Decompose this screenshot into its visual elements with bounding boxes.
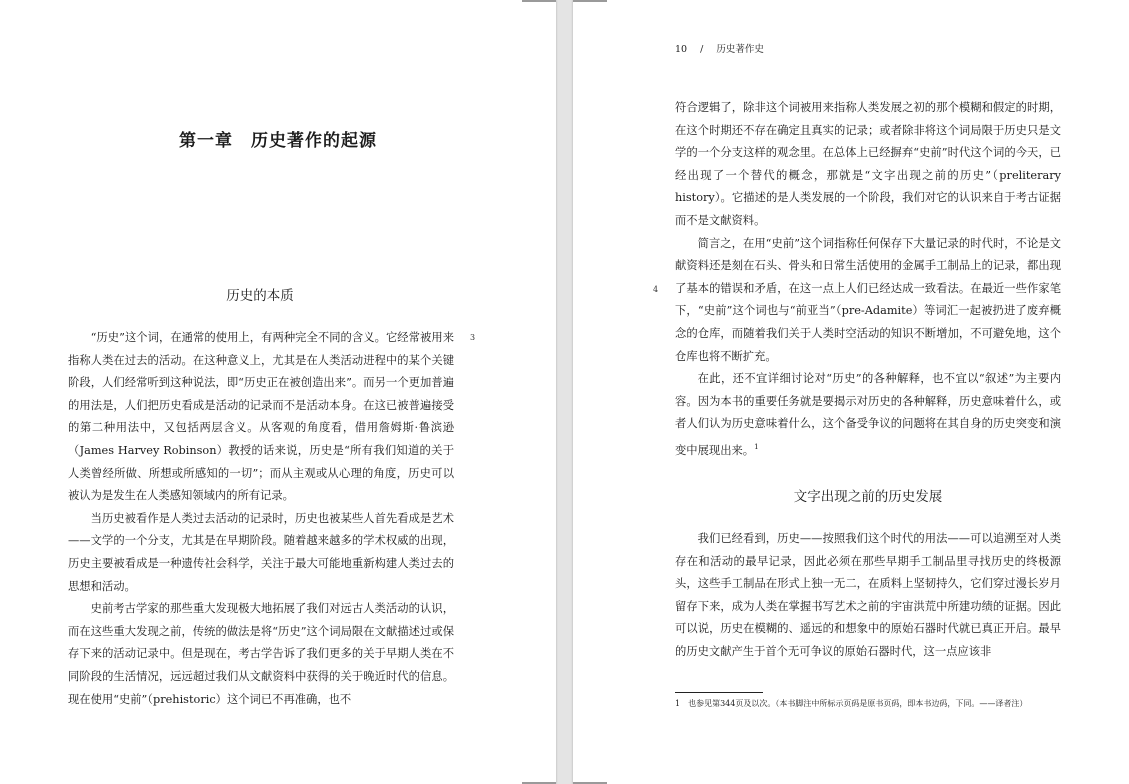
section-title: 文字出现之前的历史发展 bbox=[793, 489, 943, 505]
section-title: 历史的本质 bbox=[226, 288, 294, 304]
body-text bbox=[68, 327, 454, 711]
running-head bbox=[675, 41, 774, 55]
chapter-title: 第一章 历史著作的起源 bbox=[179, 131, 377, 151]
paragraph: 史前考古学家的那些重大发现极大地拓展了我们对远古人类活动的认识，而在这些重大发现之前，传统的做法是将“历史”这个词局限在文献描述过或保存下来的活动记录中。但是现在，考古学告诉了我们更多的关于早期人类在不同阶段的生活情况，远远超过我们从文献资料中获得的关于晚近时代的信息。现在使用“史前”（prehistoric）这个词已不再准确，也不 bbox=[68, 602, 454, 706]
paragraph-text: 在此，还不宜详细讨论对“历史”的各种解释，也不宜以“叙述”为主要内容。因为本书的重要任务就是要揭示对历史的各种解释，历史意味着什么，或者人们认为历史意味着什么，这个备受争议的问题将在其自身的历史突变和演变中展现出来。 bbox=[675, 372, 1061, 457]
paragraph: “历史”这个词，在通常的使用上，有两种完全不同的含义。它经常被用来指称人类在过去的活动。在这种意义上，尤其是在人类活动进程中的某个关键阶段，人们经常听到这种说法，即“历史正在被创造出来”。而另一个更加普遍的用法是，人们把历史看成是活动的记录而不是活动本身。在这已被普遍接受的第二种用法中，又包括两层含义。从客观的角度看，借用詹姆斯·鲁滨逊（James Harvey Robinson）教授的话来说，历史是“所有我们知道的关于人类曾经所做、所想或所感知的一切”；而从主观或从心理的角度，历史可以被认为是发生在人类感知领域内的所有记录。 bbox=[68, 331, 454, 503]
page-corner-mark bbox=[573, 0, 607, 2]
left-page bbox=[0, 0, 556, 784]
running-head-separator: / bbox=[700, 44, 704, 55]
body-text bbox=[675, 528, 1061, 664]
paragraph bbox=[675, 368, 1061, 462]
paragraph: 我们已经看到，历史——按照我们这个时代的用法——可以追溯至对人类存在和活动的最早记录，因此必须在那些早期手工制品里寻找历史的终极源头，这些手工制品在形式上独一无二，在质料上坚韧持久，它们穿过漫长岁月留存下来，成为人类在掌握书写艺术之前的宇宙洪荒中所建功绩的证据。因此可以说，历史在模糊的、遥远的和想象中的原始石器时代就已真正开启。最早的历史文献产生于首个无可争议的原始石器时代，这一点应该非 bbox=[675, 532, 1061, 658]
footnote: 1 也参见第344页及以次。（本书脚注中所标示页码是原书页码，即本书边码，下同。——译者注） bbox=[675, 699, 1028, 708]
page-number: 10 bbox=[675, 44, 688, 55]
paragraph: 符合逻辑了，除非这个词被用来指称人类发展之初的那个模糊和假定的时期，在这个时期还不存在确定且真实的记录；或者除非将这个词局限于历史只是文学的一个分支这样的观念里。在总体上已经摒弃“史前”时代这个词的今天，已经出现了一个替代的概念，那就是“文字出现之前的历史”（preliterary history）。它描述的是人类发展的一个阶段，我们对它的认识来自于考古证据而不是文献资料。 bbox=[675, 101, 1061, 227]
book-title: 历史著作史 bbox=[716, 44, 764, 55]
right-page bbox=[573, 0, 1129, 784]
margin-page-number: 4 bbox=[653, 285, 659, 294]
paragraph: 当历史被看作是人类过去活动的记录时，历史也被某些人首先看成是艺术——文学的一个分支，尤其是在早期阶段。随着越来越多的学术权威的出现，历史主要被看成是一种遗传社会科学，关注于最大可能地重新构建人类过去的思想和活动。 bbox=[68, 511, 454, 593]
footnote-rule bbox=[675, 692, 763, 693]
footnote-ref: 1 bbox=[754, 442, 759, 451]
body-text bbox=[675, 97, 1061, 462]
paragraph: 简言之，在用“史前”这个词指称任何保存下大量记录的时代时，不论是文献资料还是刻在石头、骨头和日常生活使用的金属手工制品上的记录，都出现了基本的错误和矛盾，在这一点上人们已经达成一致看法。在最近一些作家笔下，“史前”这个词也与“前亚当”（pre-Adamite）等词汇一起被扔进了废弃概念的仓库，而随着我们关于人类时空活动的知识不断增加，不可避免地，这个仓库也将不断扩充。 bbox=[675, 236, 1061, 363]
margin-page-number: 3 bbox=[470, 333, 476, 342]
page-corner-mark bbox=[522, 0, 556, 2]
